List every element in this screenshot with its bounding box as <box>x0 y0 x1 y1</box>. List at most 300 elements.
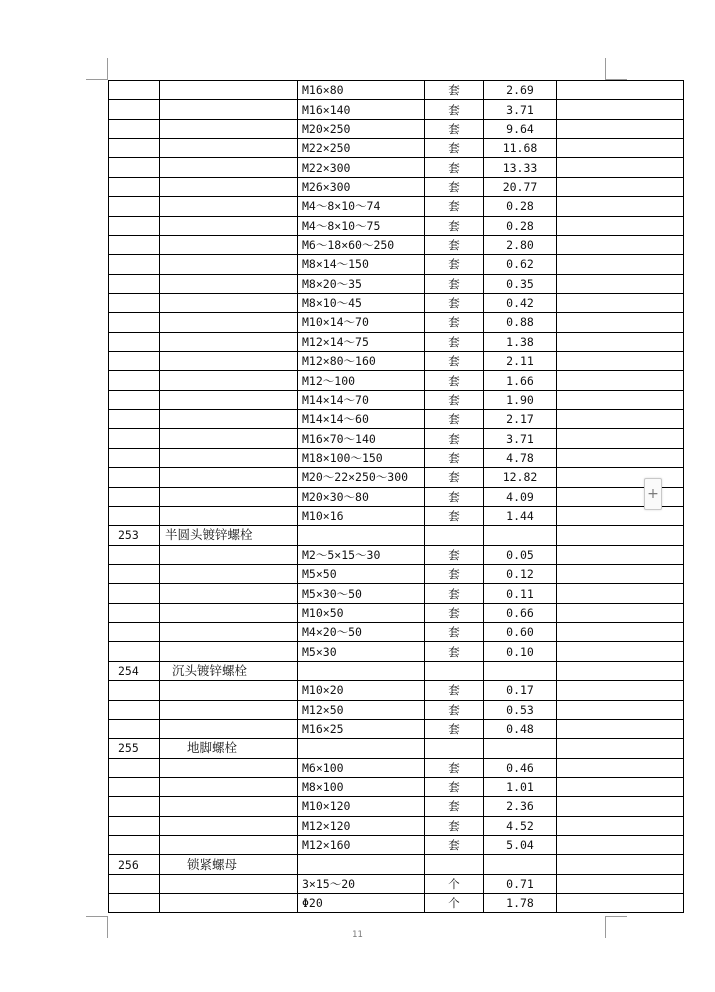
item-name-cell <box>160 758 298 777</box>
note-cell <box>557 119 684 138</box>
spec-cell: M12×160 <box>298 836 425 855</box>
item-number-cell <box>109 816 160 835</box>
item-number-cell <box>109 177 160 196</box>
price-cell: 4.09 <box>484 487 557 506</box>
item-number-cell <box>109 468 160 487</box>
unit-cell <box>425 855 484 874</box>
spec-cell: M26×300 <box>298 177 425 196</box>
item-name-cell <box>160 739 298 758</box>
price-cell: 12.82 <box>484 468 557 487</box>
note-cell <box>557 603 684 622</box>
table-row <box>109 719 684 738</box>
price-cell: 0.66 <box>484 603 557 622</box>
table-row <box>109 119 684 138</box>
table-row <box>109 661 684 680</box>
item-number-cell <box>109 545 160 564</box>
spec-cell: M18×100～150 <box>298 448 425 467</box>
note-cell <box>557 894 684 913</box>
unit-cell: 套 <box>425 700 484 719</box>
spec-cell: M5×50 <box>298 564 425 583</box>
note-cell <box>557 235 684 254</box>
price-cell: 3.71 <box>484 429 557 448</box>
unit-cell: 套 <box>425 758 484 777</box>
item-name-cell <box>160 332 298 351</box>
spec-cell: M10×20 <box>298 681 425 700</box>
item-name-cell <box>160 197 298 216</box>
price-cell: 0.42 <box>484 293 557 312</box>
note-cell <box>557 642 684 661</box>
note-cell <box>557 564 684 583</box>
item-name-cell <box>160 352 298 371</box>
table-row <box>109 100 684 119</box>
crop-mark-top-left <box>107 58 108 80</box>
crop-mark-bottom-right <box>605 916 627 917</box>
note-cell <box>557 371 684 390</box>
table-row <box>109 797 684 816</box>
table-row <box>109 352 684 371</box>
item-number-cell <box>109 216 160 235</box>
table-row <box>109 700 684 719</box>
spec-cell: M4～8×10～74 <box>298 197 425 216</box>
unit-cell: 套 <box>425 177 484 196</box>
table-row <box>109 487 684 506</box>
item-name-text: 地脚螺栓 <box>187 740 238 756</box>
table-row <box>109 197 684 216</box>
spec-cell: M20×250 <box>298 119 425 138</box>
item-name-cell <box>160 623 298 642</box>
note-cell <box>557 274 684 293</box>
price-cell: 0.10 <box>484 642 557 661</box>
note-cell <box>557 700 684 719</box>
table-row <box>109 255 684 274</box>
spec-cell: M10×16 <box>298 506 425 525</box>
item-number-cell <box>109 642 160 661</box>
item-name-cell <box>160 816 298 835</box>
spec-cell: Φ20 <box>298 894 425 913</box>
spec-cell: M5×30～50 <box>298 584 425 603</box>
item-name-cell <box>160 564 298 583</box>
unit-cell: 套 <box>425 313 484 332</box>
crop-mark-top-right <box>605 58 606 80</box>
crop-mark-top-left <box>86 79 108 80</box>
item-number-cell <box>109 81 160 100</box>
note-cell <box>557 681 684 700</box>
spec-cell: M10×14～70 <box>298 313 425 332</box>
note-cell <box>557 255 684 274</box>
table-row <box>109 274 684 293</box>
unit-cell: 套 <box>425 100 484 119</box>
spec-cell <box>298 661 425 680</box>
unit-cell: 套 <box>425 235 484 254</box>
add-icon[interactable]: + <box>644 478 662 510</box>
price-cell: 0.35 <box>484 274 557 293</box>
spec-cell: M12×80～160 <box>298 352 425 371</box>
unit-cell: 套 <box>425 216 484 235</box>
item-number-cell <box>109 197 160 216</box>
table-row <box>109 564 684 583</box>
unit-cell: 套 <box>425 274 484 293</box>
unit-cell: 套 <box>425 468 484 487</box>
note-cell <box>557 100 684 119</box>
price-cell: 0.28 <box>484 197 557 216</box>
item-number-cell <box>109 100 160 119</box>
item-name-cell <box>160 642 298 661</box>
table-row <box>109 81 684 100</box>
item-name-cell <box>160 584 298 603</box>
item-name-cell <box>160 487 298 506</box>
unit-cell: 套 <box>425 410 484 429</box>
note-cell <box>557 855 684 874</box>
price-cell: 4.78 <box>484 448 557 467</box>
item-name-cell <box>160 119 298 138</box>
item-number-cell <box>109 564 160 583</box>
price-cell: 0.71 <box>484 874 557 893</box>
unit-cell: 套 <box>425 139 484 158</box>
spec-cell: M8×20～35 <box>298 274 425 293</box>
item-name-cell <box>160 81 298 100</box>
item-name-text: 半圆头镀锌螺栓 <box>165 527 253 543</box>
note-cell <box>557 313 684 332</box>
item-number-cell <box>109 255 160 274</box>
price-cell <box>484 661 557 680</box>
price-cell: 0.12 <box>484 564 557 583</box>
item-number-cell <box>109 448 160 467</box>
note-cell <box>557 874 684 893</box>
note-cell <box>557 487 684 506</box>
item-name-cell <box>160 661 298 680</box>
price-cell: 1.78 <box>484 894 557 913</box>
item-name-cell <box>160 100 298 119</box>
price-cell: 0.48 <box>484 719 557 738</box>
unit-cell: 套 <box>425 836 484 855</box>
note-cell <box>557 139 684 158</box>
unit-cell: 套 <box>425 371 484 390</box>
item-name-cell <box>160 777 298 796</box>
table-row <box>109 855 684 874</box>
price-cell: 0.53 <box>484 700 557 719</box>
spec-cell: M8×10～45 <box>298 293 425 312</box>
table-row <box>109 293 684 312</box>
item-number-cell <box>109 119 160 138</box>
price-cell: 1.01 <box>484 777 557 796</box>
spec-cell: M16×70～140 <box>298 429 425 448</box>
item-name-cell <box>160 545 298 564</box>
page-number: 11 <box>352 930 363 940</box>
spec-cell: M14×14～60 <box>298 410 425 429</box>
item-number-cell: 256 <box>109 855 160 874</box>
price-cell: 0.11 <box>484 584 557 603</box>
table-row <box>109 139 684 158</box>
item-number-cell <box>109 332 160 351</box>
spec-cell: M16×140 <box>298 100 425 119</box>
note-cell <box>557 584 684 603</box>
item-name-cell <box>160 293 298 312</box>
unit-cell: 套 <box>425 623 484 642</box>
price-cell: 2.36 <box>484 797 557 816</box>
note-cell <box>557 177 684 196</box>
unit-cell <box>425 526 484 545</box>
item-name-text: 锁紧螺母 <box>187 856 238 872</box>
item-number-cell <box>109 410 160 429</box>
item-name-cell <box>160 448 298 467</box>
item-name-cell <box>160 719 298 738</box>
table-row <box>109 526 684 545</box>
item-number-cell <box>109 758 160 777</box>
table-row <box>109 332 684 351</box>
item-name-cell <box>160 894 298 913</box>
spec-cell: M12×50 <box>298 700 425 719</box>
unit-cell <box>425 661 484 680</box>
item-name-cell <box>160 390 298 409</box>
item-number-cell <box>109 371 160 390</box>
note-cell <box>557 526 684 545</box>
unit-cell: 套 <box>425 332 484 351</box>
item-name-cell <box>160 177 298 196</box>
item-number-cell <box>109 139 160 158</box>
table-row <box>109 816 684 835</box>
table-row <box>109 642 684 661</box>
spec-cell: M4～8×10～75 <box>298 216 425 235</box>
price-cell: 9.64 <box>484 119 557 138</box>
item-number-cell <box>109 874 160 893</box>
item-number-cell <box>109 293 160 312</box>
note-cell <box>557 777 684 796</box>
unit-cell: 套 <box>425 816 484 835</box>
unit-cell: 套 <box>425 642 484 661</box>
price-cell: 4.52 <box>484 816 557 835</box>
table-row <box>109 410 684 429</box>
note-cell <box>557 545 684 564</box>
unit-cell: 套 <box>425 777 484 796</box>
spec-cell: M16×25 <box>298 719 425 738</box>
table-row <box>109 777 684 796</box>
item-number-cell <box>109 506 160 525</box>
unit-cell: 套 <box>425 603 484 622</box>
note-cell <box>557 81 684 100</box>
note-cell <box>557 739 684 758</box>
table-row <box>109 545 684 564</box>
table-row <box>109 506 684 525</box>
unit-cell: 个 <box>425 874 484 893</box>
note-cell <box>557 332 684 351</box>
price-cell: 2.69 <box>484 81 557 100</box>
price-cell: 1.66 <box>484 371 557 390</box>
item-number-cell <box>109 158 160 177</box>
table-row <box>109 371 684 390</box>
unit-cell: 套 <box>425 429 484 448</box>
note-cell <box>557 623 684 642</box>
item-number-cell <box>109 584 160 603</box>
crop-mark-bottom-left <box>86 916 108 917</box>
spec-cell: M5×30 <box>298 642 425 661</box>
item-number-cell <box>109 274 160 293</box>
price-cell: 20.77 <box>484 177 557 196</box>
item-name-cell <box>160 526 298 545</box>
note-cell <box>557 216 684 235</box>
price-cell <box>484 855 557 874</box>
item-number-cell <box>109 681 160 700</box>
spec-cell <box>298 739 425 758</box>
table-row <box>109 739 684 758</box>
table-row <box>109 177 684 196</box>
item-name-cell <box>160 797 298 816</box>
note-cell <box>557 390 684 409</box>
item-name-cell <box>160 836 298 855</box>
spec-cell: 3×15～20 <box>298 874 425 893</box>
spec-cell: M16×80 <box>298 81 425 100</box>
table-row <box>109 874 684 893</box>
unit-cell: 套 <box>425 506 484 525</box>
price-cell: 5.04 <box>484 836 557 855</box>
item-number-cell <box>109 700 160 719</box>
table-row <box>109 448 684 467</box>
note-cell <box>557 197 684 216</box>
item-name-cell <box>160 429 298 448</box>
price-cell: 1.44 <box>484 506 557 525</box>
unit-cell: 套 <box>425 564 484 583</box>
item-name-cell <box>160 468 298 487</box>
item-number-cell <box>109 603 160 622</box>
note-cell <box>557 410 684 429</box>
price-cell: 0.60 <box>484 623 557 642</box>
item-number-cell: 254 <box>109 661 160 680</box>
table-row <box>109 429 684 448</box>
spec-cell: M12～100 <box>298 371 425 390</box>
table-row <box>109 603 684 622</box>
spec-cell: M2～5×15～30 <box>298 545 425 564</box>
price-cell <box>484 526 557 545</box>
item-name-cell <box>160 603 298 622</box>
item-name-cell <box>160 274 298 293</box>
item-name-cell <box>160 700 298 719</box>
note-cell <box>557 816 684 835</box>
spec-cell: M12×14～75 <box>298 332 425 351</box>
price-cell: 0.46 <box>484 758 557 777</box>
price-cell: 1.38 <box>484 332 557 351</box>
spec-cell <box>298 526 425 545</box>
unit-cell: 套 <box>425 719 484 738</box>
price-cell: 0.05 <box>484 545 557 564</box>
item-number-cell: 253 <box>109 526 160 545</box>
unit-cell: 套 <box>425 81 484 100</box>
item-name-cell <box>160 410 298 429</box>
price-cell: 2.80 <box>484 235 557 254</box>
spec-cell: M20～22×250～300 <box>298 468 425 487</box>
note-cell <box>557 468 684 487</box>
unit-cell: 套 <box>425 545 484 564</box>
item-name-cell <box>160 216 298 235</box>
item-number-cell <box>109 390 160 409</box>
spec-cell: M6～18×60～250 <box>298 235 425 254</box>
table-row <box>109 681 684 700</box>
table-row <box>109 623 684 642</box>
unit-cell <box>425 739 484 758</box>
unit-cell: 套 <box>425 390 484 409</box>
item-name-cell <box>160 255 298 274</box>
note-cell <box>557 506 684 525</box>
price-cell: 1.90 <box>484 390 557 409</box>
unit-cell: 套 <box>425 255 484 274</box>
spec-cell: M6×100 <box>298 758 425 777</box>
item-name-cell <box>160 681 298 700</box>
item-number-cell: 255 <box>109 739 160 758</box>
spec-cell: M14×14～70 <box>298 390 425 409</box>
item-name-cell <box>160 313 298 332</box>
note-cell <box>557 448 684 467</box>
spec-cell: M8×100 <box>298 777 425 796</box>
item-name-text: 沉头镀锌螺栓 <box>172 662 248 678</box>
item-number-cell <box>109 623 160 642</box>
price-cell: 13.33 <box>484 158 557 177</box>
unit-cell: 套 <box>425 293 484 312</box>
price-cell: 0.28 <box>484 216 557 235</box>
price-cell: 3.71 <box>484 100 557 119</box>
price-table-body <box>109 81 684 913</box>
unit-cell: 套 <box>425 487 484 506</box>
price-cell: 11.68 <box>484 139 557 158</box>
note-cell <box>557 797 684 816</box>
table-row <box>109 468 684 487</box>
item-number-cell <box>109 777 160 796</box>
price-cell: 2.17 <box>484 410 557 429</box>
item-number-cell <box>109 836 160 855</box>
table-row <box>109 836 684 855</box>
note-cell <box>557 352 684 371</box>
spec-cell: M20×30～80 <box>298 487 425 506</box>
item-number-cell <box>109 894 160 913</box>
unit-cell: 套 <box>425 584 484 603</box>
unit-cell: 套 <box>425 158 484 177</box>
item-number-cell <box>109 429 160 448</box>
spec-cell <box>298 855 425 874</box>
table-row <box>109 216 684 235</box>
spec-cell: M10×50 <box>298 603 425 622</box>
table-row <box>109 390 684 409</box>
spec-cell: M22×300 <box>298 158 425 177</box>
note-cell <box>557 836 684 855</box>
item-name-cell <box>160 874 298 893</box>
unit-cell: 套 <box>425 681 484 700</box>
note-cell <box>557 661 684 680</box>
unit-cell: 套 <box>425 797 484 816</box>
unit-cell: 套 <box>425 197 484 216</box>
item-name-cell <box>160 506 298 525</box>
table-row <box>109 584 684 603</box>
price-table <box>108 80 684 913</box>
item-number-cell <box>109 352 160 371</box>
unit-cell: 套 <box>425 119 484 138</box>
unit-cell: 个 <box>425 894 484 913</box>
note-cell <box>557 429 684 448</box>
price-cell: 0.62 <box>484 255 557 274</box>
table-row <box>109 158 684 177</box>
price-cell: 2.11 <box>484 352 557 371</box>
note-cell <box>557 293 684 312</box>
price-cell: 0.17 <box>484 681 557 700</box>
note-cell <box>557 758 684 777</box>
price-cell: 0.88 <box>484 313 557 332</box>
table-row <box>109 758 684 777</box>
unit-cell: 套 <box>425 448 484 467</box>
spec-cell: M22×250 <box>298 139 425 158</box>
item-number-cell <box>109 235 160 254</box>
item-number-cell <box>109 719 160 738</box>
price-cell <box>484 739 557 758</box>
table-row <box>109 235 684 254</box>
table-row <box>109 313 684 332</box>
item-name-cell <box>160 139 298 158</box>
spec-cell: M4×20～50 <box>298 623 425 642</box>
